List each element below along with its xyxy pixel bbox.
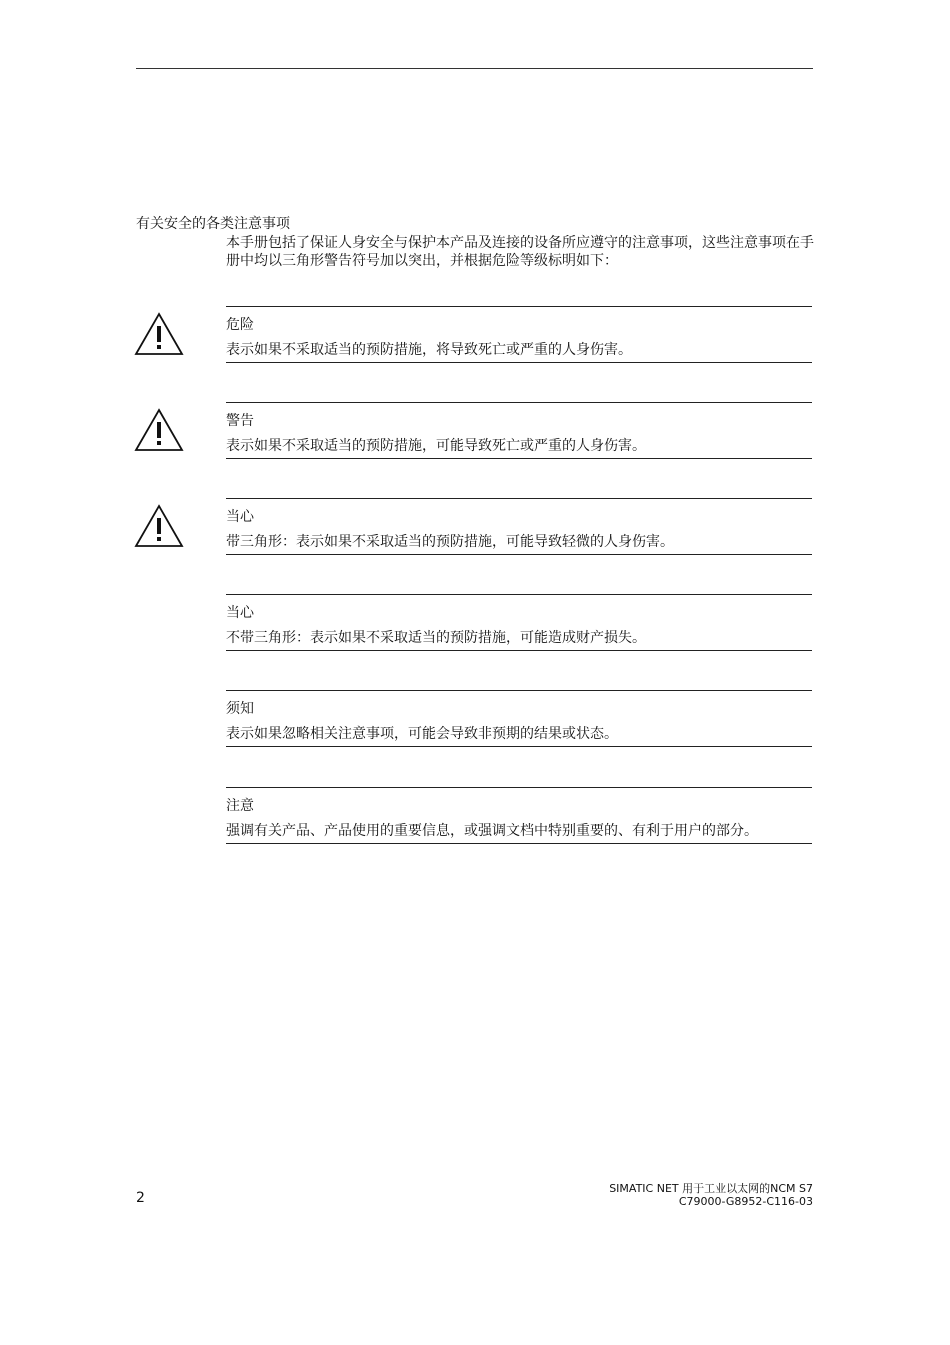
notice-heading: 当心 [226, 509, 254, 525]
warning-triangle-icon [134, 504, 184, 548]
notice-text: 表示如果忽略相关注意事项，可能会导致非预期的结果或状态。 [226, 726, 618, 742]
section-title: 有关安全的各类注意事项 [136, 216, 290, 232]
notice-text: 带三角形：表示如果不采取适当的预防措施，可能导致轻微的人身伤害。 [226, 534, 674, 550]
intro-paragraph: 本手册包括了保证人身安全与保护本产品及连接的设备所应遵守的注意事项，这些注意事项在手册中均以三角形警告符号加以突出，并根据危险等级标明如下： [226, 235, 814, 269]
notice-caution-triangle [226, 498, 812, 555]
notice-text: 强调有关产品、产品使用的重要信息，或强调文档中特别重要的、有利于用户的部分。 [226, 823, 758, 839]
notice-notice [226, 690, 812, 747]
notice-text: 表示如果不采取适当的预防措施，可能导致死亡或严重的人身伤害。 [226, 438, 646, 454]
header-rule [136, 68, 813, 69]
footer-doc-info [609, 1182, 813, 1208]
warning-triangle-icon [134, 312, 184, 356]
notice-heading: 须知 [226, 701, 254, 717]
notice-heading: 注意 [226, 798, 254, 814]
notice-danger [226, 306, 812, 363]
notice-caution-no-triangle [226, 594, 812, 651]
notice-text: 表示如果不采取适当的预防措施，将导致死亡或严重的人身伤害。 [226, 342, 632, 358]
notice-warning [226, 402, 812, 459]
notice-heading: 当心 [226, 605, 254, 621]
notice-text: 不带三角形：表示如果不采取适当的预防措施，可能造成财产损失。 [226, 630, 646, 646]
page-number: 2 [136, 1190, 145, 1206]
notice-heading: 警告 [226, 413, 254, 429]
doc-title: SIMATIC NET 用于工业以太网的NCM S7 [609, 1182, 813, 1195]
notice-note [226, 787, 812, 844]
doc-number: C79000-G8952-C116-03 [678, 1195, 813, 1208]
notice-heading: 危险 [226, 317, 254, 333]
warning-triangle-icon [134, 408, 184, 452]
